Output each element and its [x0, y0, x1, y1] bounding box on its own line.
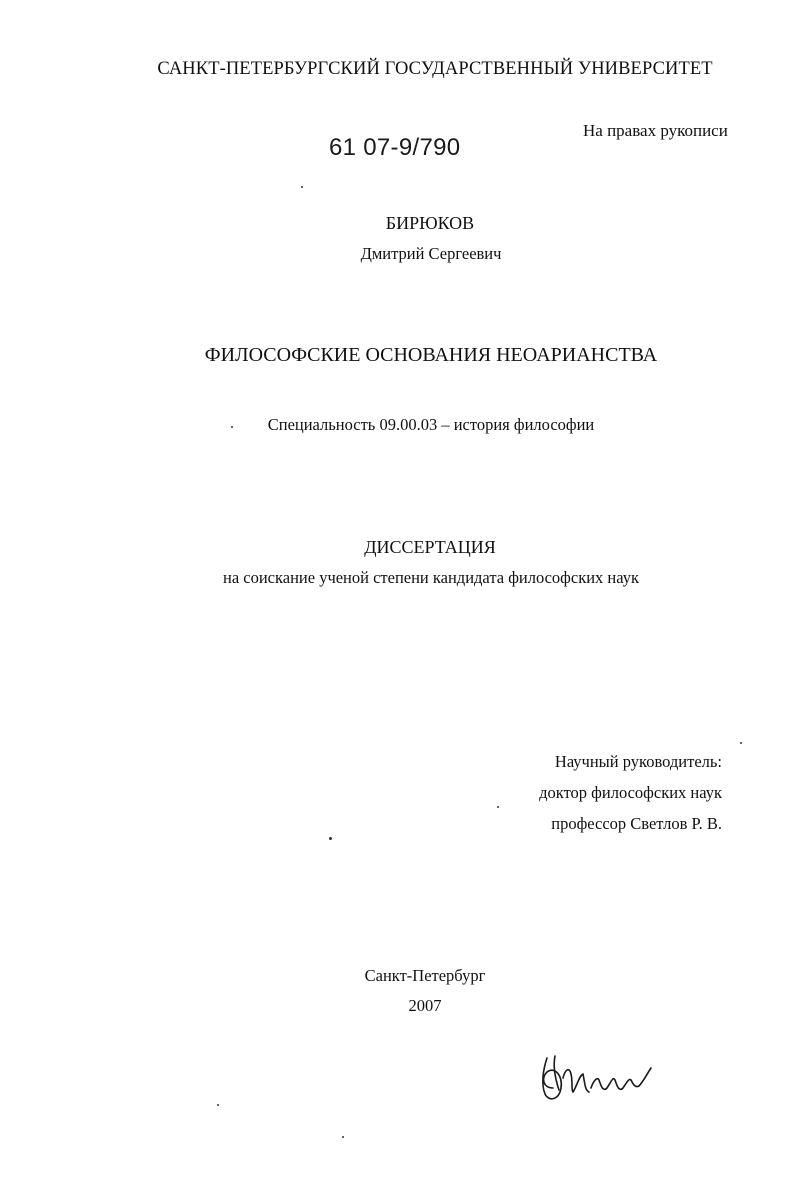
scan-speck — [497, 806, 499, 808]
degree-description: на соискание ученой степени кандидата философских наук — [222, 568, 639, 587]
manuscript-rights-note: На правах рукописи — [583, 121, 728, 140]
city: Санкт-Петербург — [364, 966, 486, 985]
author-full-name: Дмитрий Сергеевич — [360, 244, 502, 263]
document-type: ДИССЕРТАЦИЯ — [364, 537, 496, 557]
university-name: САНКТ-ПЕТЕРБУРГСКИЙ ГОСУДАРСТВЕННЫЙ УНИВЕРСИТЕТ — [157, 59, 713, 79]
thesis-title: ФИЛОСОФСКИЕ ОСНОВАНИЯ НЕОАРИАНСТВА — [204, 344, 658, 366]
year: 2007 — [408, 996, 442, 1015]
archive-code-stamp: 61 07-9/790 — [329, 134, 461, 161]
advisor-name: профессор Светлов Р. В. — [551, 814, 722, 833]
scan-speck — [329, 837, 332, 840]
scan-speck — [231, 426, 233, 428]
scan-speck — [740, 742, 742, 744]
handwritten-signature-icon — [533, 1048, 663, 1108]
author-surname: БИРЮКОВ — [385, 213, 475, 233]
scan-speck — [301, 186, 303, 188]
scan-speck — [342, 1136, 344, 1138]
specialty-line: Специальность 09.00.03 – история философии — [267, 415, 595, 434]
scan-speck — [217, 1104, 219, 1106]
advisor-degree: доктор философских наук — [539, 783, 722, 802]
advisor-label: Научный руководитель: — [554, 752, 722, 771]
